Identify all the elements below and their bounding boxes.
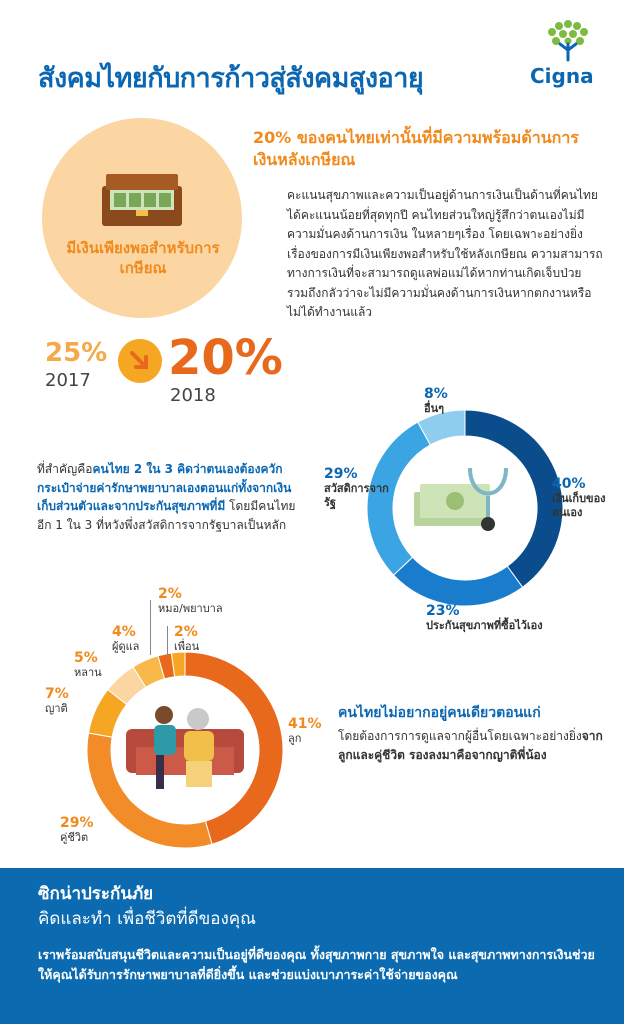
donut2-doctor-label: หมอ/พยาบาล	[158, 602, 223, 615]
alone-headline: คนไทยไม่อยากอยู่คนเดียวตอนแก่	[338, 705, 541, 721]
donut2-label-caregiver	[112, 624, 139, 654]
donut1-label-welfare	[324, 466, 394, 510]
donut2-label-children	[288, 716, 322, 746]
alone-para-prefix: โดยต้องการการดูแลจากผู้อื่นโดยเฉพาะอย่างยิ่ง	[338, 729, 582, 743]
footer-title: ซิกน่าประกันภัย	[38, 884, 154, 904]
donut2-grandchildren-pct: 5%	[74, 650, 98, 666]
decrease-arrow-icon	[118, 339, 162, 383]
donut2-children-label: ลูก	[288, 732, 302, 745]
donut1-label-others	[424, 386, 448, 416]
donut2-children-pct: 41%	[288, 716, 322, 732]
healthcare-paragraph	[37, 460, 297, 534]
leader-line-doctor	[150, 600, 151, 655]
donut2-label-spouse	[60, 815, 94, 845]
footer-paragraph: เราพร้อมสนับสนุนชีวิตและความเป็นอยู่ที่ดีของคุณ ทั้งสุขภาพกาย สุขภาพใจ และสุขภาพทางการเงินช่วยให้คุณได้รับการรักษาพยาบาลที่ดียิ่งขึ้น และช่วยแบ่งเบาภาระค่าใช้จ่ายของคุณ	[38, 947, 595, 982]
donut2-label-doctor	[158, 586, 223, 616]
financial-paragraph: คะแนนสุขภาพและความเป็นอยู่ด้านการเงินเป็นด้านที่คนไทยได้คะแนนน้อยที่สุดทุกปี คนไทยส่วนใหญ่รู้สึกว่าตนเองไม่มีความมั่นคงด้านการเงิน ในหลายๆเรื่อง โดยเฉพาะอย่างยิ่งเรื่องของการมีเงินเพียงพอสำหรับใช้หลังเกษียณ ความสามารถทางการเงินที่จะสามารถดูแลพ่อแม่ได้หากท่านเกิดเจ็บป่วย รวมถึงกลัวว่าจะไม่มีความมั่นคงด้านการเงินหากตกงานหรือไม่ได้ทำงานแล้ว	[287, 188, 603, 319]
donut1-welfare-pct: 29%	[324, 466, 358, 482]
donut2-friend-pct: 2%	[174, 624, 198, 640]
value-2017: 25%	[45, 338, 108, 368]
donut1-insurance-label: ประกันสุขภาพที่ซื้อไว้เอง	[426, 619, 543, 632]
year-2017: 2017	[45, 370, 91, 391]
donut1-label-savings	[552, 476, 616, 520]
alone-para-bold: จากลูกและคู่ชีวิต รองลงมาคือจากญาติพี่น้อง	[338, 729, 603, 762]
donut1-label-insurance	[426, 603, 543, 633]
donut2-caregiver-label: ผู้ดูแล	[112, 640, 140, 653]
value-2018: 20%	[168, 330, 283, 386]
money-stethoscope-icon	[410, 462, 520, 538]
donut1-others-pct: 8%	[424, 386, 448, 402]
page-title: สังคมไทยกับการก้าวสู่สังคมสูงอายุ	[38, 63, 424, 94]
alone-paragraph	[338, 727, 608, 764]
donut2-relatives-pct: 7%	[45, 686, 69, 702]
donut1-slice-1	[394, 557, 523, 606]
donut1-insurance-pct: 23%	[426, 603, 460, 619]
footer-tagline: คิดและทำ เพื่อชีวิตที่ดีของคุณ	[38, 909, 256, 929]
donut2-grandchildren-label: หลาน	[74, 666, 102, 679]
donut1-welfare-label: สวัสดิการจากรัฐ	[324, 482, 389, 509]
donut1-savings-label: เงินเก็บของตนเอง	[552, 492, 606, 519]
donut2-spouse-pct: 29%	[60, 815, 94, 831]
leader-line-friend	[167, 626, 168, 656]
healthcare-para-prefix: ที่สำคัญคือ	[37, 462, 93, 476]
financial-headline: 20% ของคนไทยเท่านั้นที่มีความพร้อมด้านการเงินหลังเกษียณ	[253, 128, 579, 169]
donut2-relatives-label: ญาติ	[45, 702, 68, 715]
donut2-label-relatives	[45, 686, 69, 716]
brand-name: Cigna	[530, 64, 594, 88]
donut2-spouse-label: คู่ชีวิต	[60, 831, 89, 844]
donut2-label-friend	[174, 624, 199, 654]
healthcare-para-suffix: โดยมีคนไทยอีก 1 ใน 3 ที่หวังพึ่งสวัสดิการจากรัฐบาลเป็นหลัก	[37, 499, 296, 532]
donut1-savings-pct: 40%	[552, 476, 586, 492]
donut2-label-grandchildren	[74, 650, 102, 680]
elderly-care-illustration	[120, 695, 250, 795]
healthcare-para-highlight: คนไทย 2 ใน 3 คิดว่าตนเองต้องควักกระเป๋าจ่ายค่ารักษาพยาบาลเองตอนแก่ทั้งจากเงินเก็บส่วนตัวและจากประกันสุขภาพที่มี	[37, 462, 292, 513]
donut2-caregiver-pct: 4%	[112, 624, 136, 640]
money-briefcase-icon	[100, 170, 184, 230]
donut2-doctor-pct: 2%	[158, 586, 182, 602]
donut1-others-label: อื่นๆ	[424, 402, 445, 415]
donut2-friend-label: เพื่อน	[174, 640, 200, 653]
retirement-label: มีเงินเพียงพอสำหรับการเกษียณ	[66, 239, 220, 277]
year-2018: 2018	[170, 385, 216, 406]
